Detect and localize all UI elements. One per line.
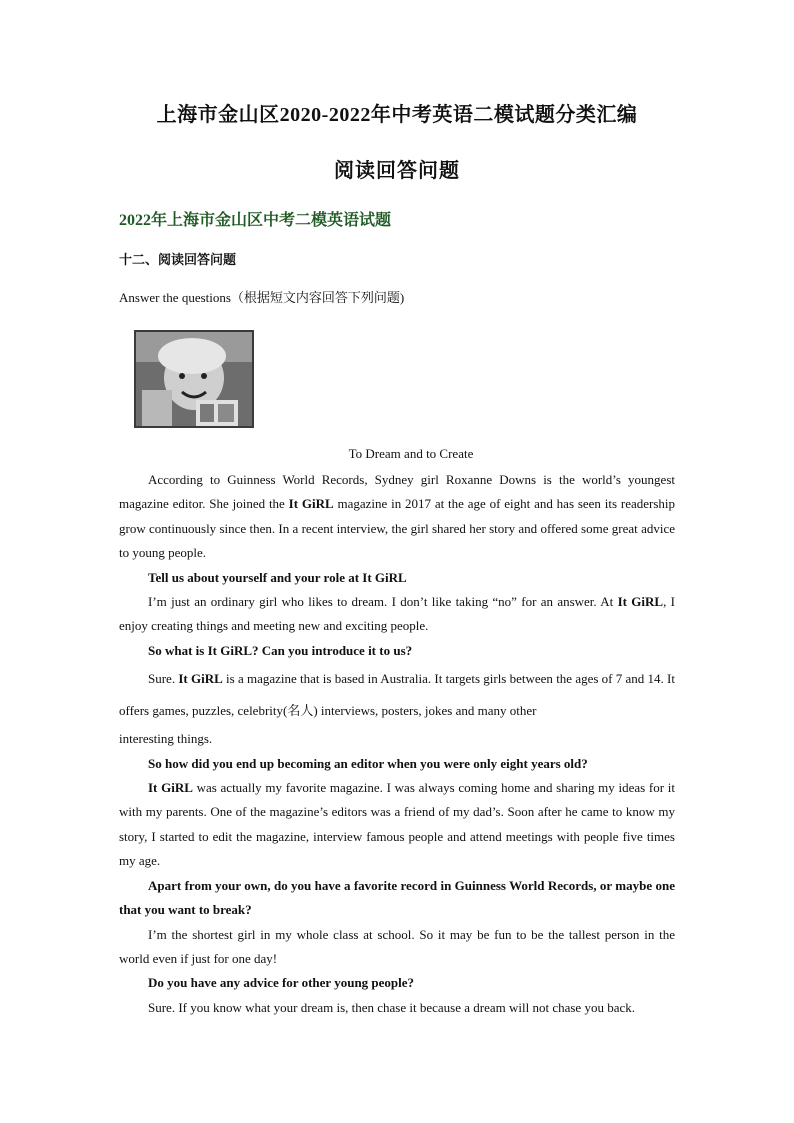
- question-1: Tell us about yourself and your role at It GiRL: [148, 569, 407, 585]
- answer-2-end: interesting things.: [119, 731, 213, 747]
- document-title: 上海市金山区2020-2022年中考英语二模试题分类汇编: [156, 104, 638, 126]
- question-5: Do you have any advice for other young people?: [148, 975, 415, 991]
- answer-3: It GiRL was actually my favorite magazine. I was always coming home and sharing my ideas for it with my parents. One of the magazine’s editors was a friend of my dad’s. Soon after he came to know my story, I started to edit the magazine, interview famous people and attend meetings with people five times my age.: [119, 780, 676, 869]
- story-title: To Dream and to Create: [348, 446, 474, 461]
- answer-1: I’m just an ordinary girl who likes to dream. I don’t like taking “no” for an answer. At It GiRL, I enjoy creating things and meeting new and exciting people.: [119, 594, 675, 634]
- paragraph: According to Guinness World Records, Sydney girl Roxanne Downs is the world’s youngest magazine editor. She joined the It GiRL magazine in 2017 at the age of eight and has seen its readership grow continuously since then. In a recent interview, the girl shared her story and offered some great advice to young people.: [119, 472, 675, 561]
- question-3: So how did you end up becoming an editor when you were only eight years old?: [148, 755, 588, 771]
- article-body: [119, 468, 675, 1020]
- instruction-text: Answer the questions（根据短文内容回答下列问题): [119, 290, 405, 305]
- question-2: So what is It GiRL? Can you introduce it to us?: [148, 642, 413, 658]
- girl-photo: [134, 330, 254, 428]
- answer-4: I’m the shortest girl in my whole class at school. So it may be fun to be the tallest person in the world even if just for one day!: [119, 926, 675, 966]
- section-label: 十二、阅读回答问题: [119, 252, 237, 267]
- answer-2: Sure. It GiRL is a magazine that is based in Australia. It targets girls between the ages of 7 and 14. It offers games, puzzles, celebrity(名人) interviews, posters, jokes and many other: [119, 671, 675, 719]
- exam-heading: 2022年上海市金山区中考二模英语试题: [119, 212, 392, 229]
- document-subtitle: 阅读回答问题: [334, 160, 460, 182]
- answer-5: Sure. If you know what your dream is, then chase it because a dream will not chase you back.: [148, 999, 635, 1015]
- question-4: Apart from your own, do you have a favorite record in Guinness World Records, or maybe one that you want to break?: [119, 877, 675, 918]
